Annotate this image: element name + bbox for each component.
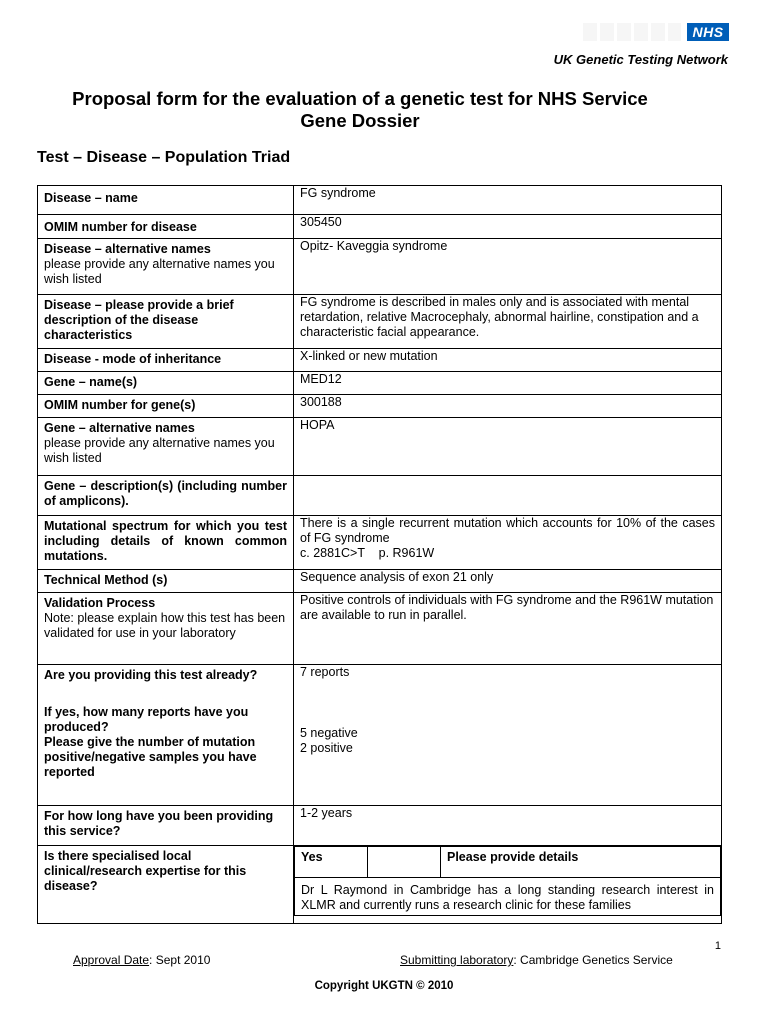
- nhs-logo: NHS: [687, 23, 729, 41]
- yes-checkbox-cell[interactable]: [368, 847, 441, 878]
- label-technical: Technical Method (s): [38, 570, 294, 593]
- label-omim-gene: OMIM number for gene(s): [38, 395, 294, 418]
- cell-gene-alt: [38, 418, 294, 476]
- value-disease-desc[interactable]: FG syndrome is described in males only and is associated with mental retardation, relative Macrocephaly, abnormal hairline, constipation and a characteristic facial appearance.: [294, 295, 722, 349]
- value-omim-gene[interactable]: 300188: [294, 395, 722, 418]
- value-technical[interactable]: Sequence analysis of exon 21 only: [294, 570, 722, 593]
- row-gene-name: [38, 372, 722, 395]
- value-expertise-details[interactable]: Dr L Raymond in Cambridge has a long standing research interest in XLMR and currently runs a research clinic for these families: [295, 878, 721, 916]
- page-number: 1: [714, 940, 721, 952]
- row-omim-disease: [38, 215, 722, 239]
- value-positive: 2 positive: [300, 741, 353, 755]
- row-disease-desc: [38, 295, 722, 349]
- note-validation: Note: please explain how this test has been validated for use in your laboratory: [44, 611, 286, 640]
- logo-watermark: [583, 23, 681, 41]
- cell-disease-alt: [38, 239, 294, 295]
- lab-label: Submitting laboratory: [400, 953, 514, 967]
- value-validation[interactable]: Positive controls of individuals with FG syndrome and the R961W mutation are available to run in parallel.: [294, 593, 722, 665]
- row-gene-desc: [38, 476, 722, 516]
- label-gene-name: Gene – name(s): [38, 372, 294, 395]
- row-validation: [38, 593, 722, 665]
- note-disease-alt: please provide any alternative names you wish listed: [44, 257, 275, 286]
- row-technical: [38, 570, 722, 593]
- value-negative: 5 negative: [300, 726, 358, 740]
- label-gene-desc: Gene – description(s) (including number of amplicons).: [38, 476, 294, 516]
- cell-expertise: [294, 846, 722, 924]
- row-disease-name: [38, 186, 722, 215]
- value-omim-disease[interactable]: 305450: [294, 215, 722, 239]
- value-gene-desc[interactable]: [294, 476, 722, 516]
- label-gene-alt: Gene – alternative names: [44, 421, 195, 435]
- network-name: UK Genetic Testing Network: [553, 52, 728, 67]
- submitting-lab: [400, 953, 673, 967]
- label-inheritance: Disease - mode of inheritance: [38, 349, 294, 372]
- label-reports-count: If yes, how many reports have you produced?: [44, 705, 249, 734]
- dossier-form-table: [37, 185, 722, 924]
- approval-value: : Sept 2010: [149, 953, 211, 967]
- label-validation: Validation Process: [44, 596, 156, 610]
- value-mutational: There is a single recurrent mutation which accounts for 10% of the cases of FG syndrome: [300, 516, 715, 545]
- cell-validation: [38, 593, 294, 665]
- row-providing: [38, 665, 722, 806]
- label-mutation-samples: Please give the number of mutation positive/negative samples you have reported: [44, 735, 257, 779]
- title-line-2: Gene Dossier: [300, 110, 420, 131]
- label-omim-disease: OMIM number for disease: [38, 215, 294, 239]
- row-expertise: [38, 846, 722, 924]
- details-label: Please provide details: [441, 847, 721, 878]
- value-gene-alt[interactable]: HOPA: [294, 418, 722, 476]
- value-disease-alt[interactable]: Opitz- Kaveggia syndrome: [294, 239, 722, 295]
- lab-value: : Cambridge Genetics Service: [513, 953, 673, 967]
- row-mutational: [38, 516, 722, 570]
- approval-date: [73, 953, 210, 967]
- row-inheritance: [38, 349, 722, 372]
- row-how-long: [38, 806, 722, 846]
- yes-label: Yes: [295, 847, 368, 878]
- row-omim-gene: [38, 395, 722, 418]
- section-heading: Test – Disease – Population Triad: [37, 149, 291, 166]
- row-gene-alt: [38, 418, 722, 476]
- label-disease-desc: Disease – please provide a brief description of the disease characteristics: [38, 295, 294, 349]
- cell-providing: [38, 665, 294, 806]
- label-how-long: For how long have you been providing this service?: [38, 806, 294, 846]
- title-line-1: Proposal form for the evaluation of a genetic test for NHS Service: [72, 88, 648, 109]
- value-inheritance[interactable]: X-linked or new mutation: [294, 349, 722, 372]
- copyright: Copyright UKGTN © 2010: [314, 980, 454, 992]
- value-disease-name[interactable]: FG syndrome: [294, 186, 722, 215]
- label-disease-alt: Disease – alternative names: [44, 242, 211, 256]
- row-disease-alt: [38, 239, 722, 295]
- page-title: [0, 88, 720, 132]
- cell-mutational[interactable]: [294, 516, 722, 570]
- value-gene-name[interactable]: MED12: [294, 372, 722, 395]
- cell-providing-values[interactable]: [294, 665, 722, 806]
- expertise-subtable: [294, 846, 721, 916]
- approval-label: Approval Date: [73, 953, 150, 967]
- label-providing: Are you providing this test already?: [44, 668, 258, 682]
- label-disease-name: Disease – name: [38, 186, 294, 215]
- value-reports: 7 reports: [300, 665, 350, 679]
- value-how-long[interactable]: 1-2 years: [294, 806, 722, 846]
- value-mutation-code: c. 2881C>T p. R961W: [300, 546, 435, 560]
- label-expertise: Is there specialised local clinical/research expertise for this disease?: [38, 846, 294, 924]
- note-gene-alt: please provide any alternative names you wish listed: [44, 436, 275, 465]
- label-mutational: Mutational spectrum for which you test including details of known common mutations.: [38, 516, 294, 570]
